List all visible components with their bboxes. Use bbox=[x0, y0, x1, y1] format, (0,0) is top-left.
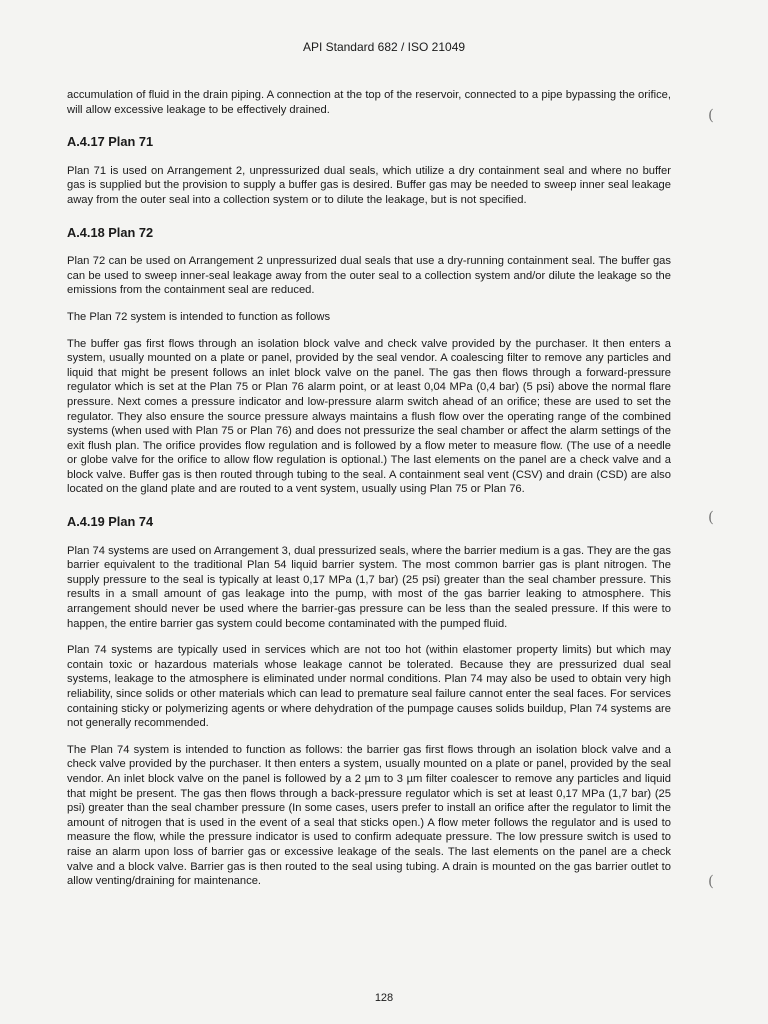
plan-71-paragraph-1: Plan 71 is used on Arrangement 2, unpressurized dual seals, which utilize a dry containment seal and where no buffer gas is supplied but the provision to supply a buffer gas is desired. Buffer gas may be needed to sweep inner seal leakage away from the outer seal into a collection system or to dilute the leakage, but is not specified. bbox=[67, 164, 671, 206]
plan-72-paragraph-1: Plan 72 can be used on Arrangement 2 unpressurized dual seals that use a dry-running containment seal. The buffer gas can be used to sweep inner-seal leakage away from the outer seal to a collection system and/or dilute the leakage so the emissions from the containment seal are reduced. bbox=[67, 255, 671, 297]
plan-74-paragraph-1: Plan 74 systems are used on Arrangement 3, dual pressurized seals, where the barrier medium is a gas. They are the gas barrier equivalent to the traditional Plan 54 liquid barrier system. The most common barrier gas is plant nitrogen. The supply pressure to the seal is typically at least 0,17 MPa (1,7 bar) (25 psi) greater than the seal chamber pressure. This results in a small amount of gas leakage into the pump, with most of the gas barrier leaking to atmosphere. This arrangement should never be used where the barrier-gas pressure can be less than the sealed pressure. If this were to happen, the entire barrier gas system could become contaminated with the pumped fluid. bbox=[67, 544, 671, 630]
margin-mark: ( bbox=[708, 508, 714, 526]
page-number: 128 bbox=[374, 992, 394, 1004]
heading-plan-74: A.4.19 Plan 74 bbox=[67, 514, 154, 530]
plan-72-paragraph-2: The Plan 72 system is intended to function as follows bbox=[67, 310, 331, 323]
plan-74-paragraph-2: Plan 74 systems are typically used in services which are not too hot (within elastomer property limits) but which may contain toxic or hazardous materials whose leakage cannot be tolerated. Because they are pressurized dual seal systems, leakage to the atmosphere is eliminated under normal conditions. Plan 74 may also be used to obtain very high reliability, since solids or other materials which can lead to premature seal failure cannot enter the seal faces. For services containing sticky or polymerizing agents or where dehydration of the pumpage causes solids buildup, Plan 74 systems are not generally recommended. bbox=[67, 644, 671, 730]
intro-paragraph: accumulation of fluid in the drain piping. A connection at the top of the reservoir, connected to a pipe bypassing the orifice, will allow excessive leakage to be effectively drained. bbox=[67, 89, 671, 116]
plan-72-paragraph-3: The buffer gas first flows through an isolation block valve and check valve provided by the purchaser. It then enters a system, usually mounted on a plate or panel, provided by the seal vendor. A coalescing filter to remove any particles and liquid that might be present follows an inlet block valve on the panel. The gas then flows through a forward-pressure regulator which is set at the Plan 75 or Plan 76 alarm point, or at least 0,04 MPa (0,4 bar) (5 psi) above the normal flare pressure. Next comes a pressure indicator and low-pressure alarm switch ahead of an orifice; these are used to set the regulator. They also ensure the source pressure always maintains a flush flow over the operating range of the combined systems (when used with Plan 75 or Plan 76) and does not pressurize the seal chamber or affect the alarm settings of the exit flush plan. The orifice provides flow regulation and is followed by a flow meter to measure flow. (The use of a needle or globe valve for the orifice to allow flow regulation is optional.) The last elements on the panel are a check valve and a block valve. Buffer gas is then routed through tubing to the seal. A containment seal vent (CSV) and drain (CSD) are also located on the gland plate and are routed to a vent system, usually using Plan 75 or Plan 76. bbox=[67, 337, 671, 496]
page-body bbox=[67, 88, 671, 901]
heading-plan-72: A.4.18 Plan 72 bbox=[67, 224, 154, 240]
plan-74-paragraph-3: The Plan 74 system is intended to function as follows: the barrier gas first flows through an isolation block valve and a check valve provided by the purchaser. It then enters a system, usually mounted on a plate or panel, provided by the seal vendor. An inlet block valve on the panel is followed by a 2 µm to 3 µm filter coalescer to remove any particles and liquid that might be present. The gas then flows through a back-pressure regulator which is set at least 0,17 MPa (1,7 bar) (25 psi) greater than the seal chamber pressure (In some cases, users prefer to install an orifice after the regulator to limit the amount of nitrogen that is used in the event of a seal that sticks open.) A flow meter follows the regulator and is used to measure the flow, while the pressure indicator is used to confirm adequate pressure. The low pressure switch is used to raise an alarm upon loss of barrier gas or excessive leakage of the seals. The last elements on the panel are a check valve and a block valve. Barrier gas is then routed to the seal using tubing. A drain is mounted on the gas barrier outlet to allow venting/draining for maintenance. bbox=[67, 743, 671, 888]
heading-plan-71: A.4.17 Plan 71 bbox=[67, 134, 154, 150]
margin-mark: ( bbox=[708, 106, 714, 124]
running-header: API Standard 682 / ISO 21049 bbox=[302, 40, 466, 54]
margin-mark: ( bbox=[708, 872, 714, 890]
